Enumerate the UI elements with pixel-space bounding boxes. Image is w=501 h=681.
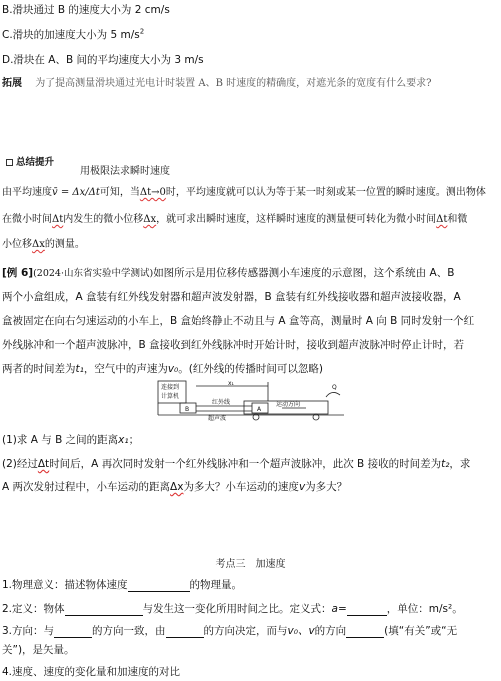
summary-formula: v̄ = Δx/Δt [52,187,100,198]
var-v0-v: v₀、v [287,625,315,637]
example-source: (2024·山东省实验中学测试) [33,268,154,279]
var-t2: t₂ [441,458,450,470]
blank-field[interactable] [65,604,143,616]
x1-label: x₁ [228,380,234,387]
item-text: (填“有关”或“无 [384,625,458,637]
box-b-label: B [185,406,190,413]
option-c-exponent: 2 [139,27,145,36]
blank-field[interactable] [54,626,92,638]
var-dt: Δt [37,458,50,470]
item-text: 与发生这一变化所用时间之比。定义式： [142,603,332,615]
item-text: 的方向 [314,625,347,637]
example-text: ，空气中的声速为 [83,363,168,375]
summary-text: 和微 [447,214,468,225]
question-text: ，求 [449,458,471,470]
example-line-1 [2,265,454,280]
question-text: ； [128,434,140,446]
example-label: [例 6] [2,267,34,279]
question-text: (1)求 A 与 B 之间的距离 [2,434,119,446]
blank-field[interactable] [128,580,190,592]
summary-dx: Δx [143,214,157,225]
infrared-label: 红外线 [212,399,231,406]
extension-text: 为了提高测量滑块通过光电计时装置 A、B 时速度的精确度，对遮光条的宽度有什么要求? [35,78,432,89]
summary-subtitle: 用极限法求瞬时速度 [80,166,170,177]
item-text: 2.定义：物体 [2,603,65,615]
q-label: Q [332,384,337,391]
ultrasound-label: 超声波 [208,415,227,422]
section-item-3-cont: 关”)，是矢量。 [2,644,75,656]
section-item-1 [2,577,242,592]
summary-dt: Δt [436,214,448,225]
summary-dt: Δt [52,214,64,225]
summary-text: 由平均速度 [2,187,52,198]
item-text: 的方向一致，由 [92,625,166,637]
option-c [2,27,144,42]
summary-paragraph-1 [2,183,486,198]
example-text: 。(红外线的传播时间可以忽略) [178,363,323,375]
summary-text: ，就可求出瞬时速度，这样瞬时速度的测量便可转化为微小时间 [156,214,437,225]
var-v0: v₀ [167,363,179,375]
section-item-3 [2,623,457,638]
item-text: 1.物理意义：描述物体速度 [2,579,128,591]
question-text: (2)经过 [2,458,38,470]
summary-heading-text: 总结提升 [16,157,55,168]
question-text: A 两次发射过程中，小车运动的距离 [2,481,171,493]
extension-label: 拓展 [2,78,22,89]
var-v: v [298,481,306,493]
question-1 [2,432,139,447]
sensor-diagram [156,379,346,423]
example-line-5 [2,361,323,376]
example-line-3: 盒被固定在向右匀速运动的小车上，B 盒始终静止不动且与 A 盒等高，测量时 A 向 B 同时发射一个红 [2,315,475,327]
question-3 [2,479,347,494]
q-curve [326,392,340,397]
item-text: 的方向决定，而与 [203,625,288,637]
question-text: 为多大？小车运动的速度 [183,481,299,493]
item-text: ，单位：m/s²。 [386,603,463,615]
example-text: 如图所示是用位移传感器测小车速度的示意图，这个系统由 A、B [153,267,455,279]
option-b: B.滑块通过 B 的速度大小为 2 cm/s [2,4,170,16]
summary-text: 可知，当 [99,187,140,198]
box-a-label: A [257,406,262,413]
section-item-4: 4.速度、速度的变化量和加速度的对比 [2,666,181,678]
summary-dx: Δx [32,239,45,250]
example-line-2: 两个小盒组成，A 盒装有红外线发射器和超声波发射器，B 盒装有红外线接收器和超声波接收器，A [2,291,461,303]
question-text: 为多大？ [305,481,348,493]
question-text: 时间后，A 再次同时发射一个红外线脉冲和一个超声波脉冲，此次 B 接收的时间差为 [49,458,442,470]
blank-field[interactable] [166,626,204,638]
example-line-4: 外线脉冲和一个超声波脉冲，B 盒接收到红外线脉冲时开始计时，接收到超声波脉冲时停止计时，若 [2,339,465,351]
item-text: = [337,603,347,615]
summary-heading [6,154,54,168]
item-text: 3.方向：与 [2,625,55,637]
example-text: 两者的时间差为 [2,363,76,375]
summary-text: 的测量。 [44,239,85,250]
var-a: a [331,603,338,615]
motion-label: 运动方向 [276,401,301,408]
var-dx: Δx [170,481,184,493]
summary-limit: Δt→0 [139,187,166,198]
section-item-2 [2,601,463,616]
option-d: D.滑块在 A、B 间的平均速度大小为 3 m/s [2,54,204,66]
summary-paragraph-2 [2,210,467,225]
option-c-text: C.滑块的加速度大小为 5 m/s [2,29,140,41]
summary-text: 小位移 [2,239,32,250]
summary-text: 内发生的微小位移 [63,214,144,225]
blank-field[interactable] [347,604,387,616]
section-title: 考点三 加速度 [215,559,286,570]
summary-paragraph-3 [2,235,85,250]
summary-text: 时，平均速度就可以认为等于某一时刻或某一位置的瞬时速度。测出物体 [165,187,486,198]
var-x1: x₁ [118,434,129,446]
extension [2,74,431,89]
computer-label-1: 连接到 [161,384,180,391]
summary-text: 在微小时间 [2,214,52,225]
blank-field[interactable] [346,626,384,638]
item-text: 的物理量。 [189,579,243,591]
square-icon [6,159,13,166]
var-t1: t₁ [75,363,84,375]
question-2 [2,456,470,471]
computer-label-2: 计算机 [161,393,180,400]
